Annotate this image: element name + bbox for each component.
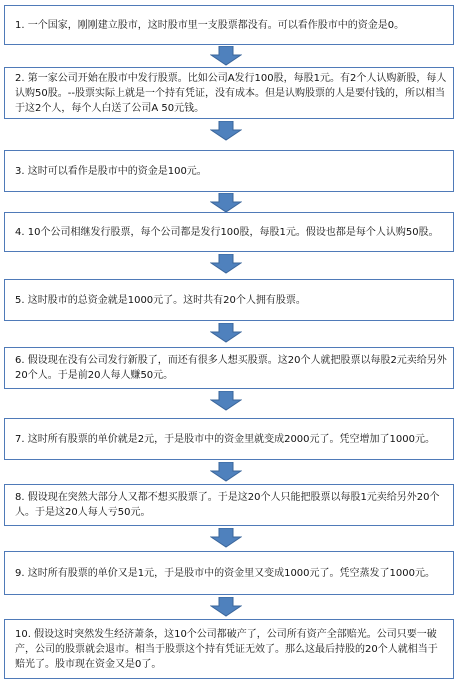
- step-box-5: [4, 279, 454, 321]
- step-text-9: 9. 这时所有股票的单价又是1元，于是股市中的资金里又变成1000元了。凭空蒸发了1000元。: [15, 567, 435, 579]
- step-text-1: 1. 一个国家，刚刚建立股市，这时股市里一支股票都没有。可以看作股市中的资金是0。: [15, 19, 405, 31]
- step-text-3: 3. 这时可以看作是股市中的资金是100元。: [15, 165, 207, 177]
- step-box-4: [4, 212, 454, 252]
- down-arrow-icon: [210, 46, 242, 66]
- step-text-8: 8. 假设现在突然大部分人又都不想买股票了。于是这20个人只能把股票以每股1元卖给另外20个人。于是这20人每人亏50元。: [15, 492, 440, 518]
- step-text-5: 5. 这时股市的总资金就是1000元了。这时共有20个人拥有股票。: [15, 294, 306, 306]
- down-arrow-icon: [210, 597, 242, 617]
- step-box-10: [4, 619, 454, 679]
- down-arrow-icon: [210, 121, 242, 141]
- step-text-6: 6. 假设现在没有公司发行新股了，而还有很多人想买股票。这20个人就把股票以每股2元卖给另外20个人。于是前20人每人赚50元。: [15, 355, 447, 381]
- down-arrow-icon: [210, 254, 242, 274]
- step-text-4: 4. 10个公司相继发行股票，每个公司都是发行100股，每股1元。假设也都是每个人认购50股。: [15, 226, 439, 238]
- step-box-6: [4, 347, 454, 389]
- step-box-3: [4, 150, 454, 192]
- step-box-2: [4, 67, 454, 119]
- step-box-1: [4, 5, 454, 45]
- step-text-2: 2. 第一家公司开始在股市中发行股票。比如公司A发行100股，每股1元。有2个人认购新股，每人认购50股。--股票实际上就是一个持有凭证，没有成本。但是认购股票的人是要付钱的，所以相当于这2个人，每个人白送了公司A 50元钱。: [15, 72, 447, 114]
- down-arrow-icon: [210, 391, 242, 411]
- down-arrow-icon: [210, 528, 242, 548]
- step-text-10: 10. 假设这时突然发生经济萧条，这10个公司都破产了，公司所有资产全部赔光。公司只要一破产，公司的股票就会退市。相当于股票这个持有凭证无效了。那么这最后持股的20个人就相当于赔光了。股市现在资金又是0了。: [15, 628, 438, 670]
- down-arrow-icon: [210, 323, 242, 343]
- step-box-8: [4, 484, 454, 526]
- step-box-9: [4, 551, 454, 595]
- step-text-7: 7. 这时所有股票的单价就是2元，于是股市中的资金里就变成2000元了。凭空增加了1000元。: [15, 433, 435, 445]
- down-arrow-icon: [210, 462, 242, 482]
- down-arrow-icon: [210, 193, 242, 213]
- step-box-7: [4, 418, 454, 460]
